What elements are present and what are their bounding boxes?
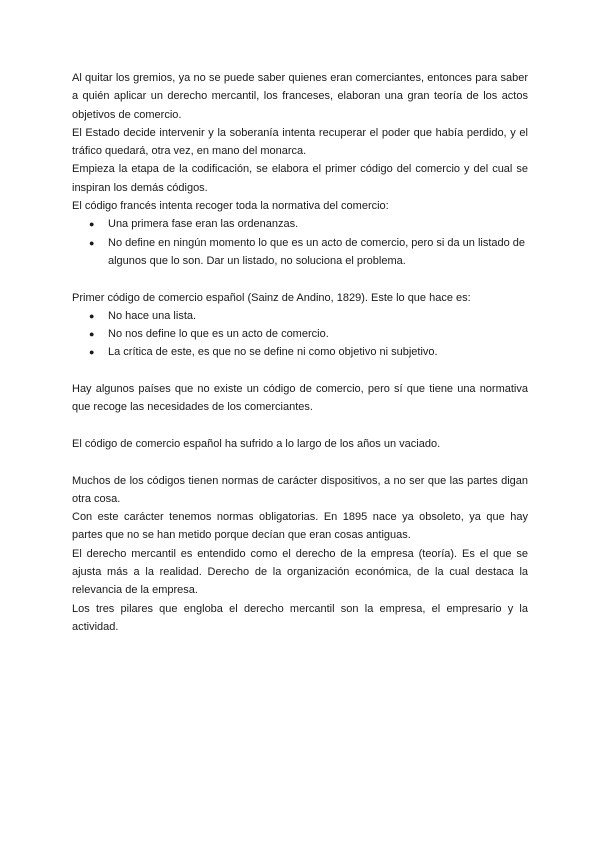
paragraph-normas-obligatorias: Con este carácter tenemos normas obligatorias. En 1895 nace ya obsoleto, ya que hay partes que no se han metido porque decían que eran cosas antiguas. [72,511,528,542]
list-item-text: No define en ningún momento lo que es un acto de comercio, pero si da un listado de algunos que lo son. Dar un listado, no soluciona el problema. [108,236,526,267]
list-item [72,343,528,361]
paragraph-gremios: Al quitar los gremios, ya no se puede saber quienes eran comerciantes, entonces para saber a quién aplicar un derecho mercantil, los franceses, elaboran una gran teoría de los actos objetivos de comercio. [72,72,528,121]
bullet-icon: ● [89,219,95,230]
paragraph-normas-dispositivas: Muchos de los códigos tienen normas de carácter dispositivos, a no ser que las partes digan otra cosa. [72,474,528,505]
list-item [72,234,528,271]
list-codigo-frances [72,215,528,270]
paragraph-derecho-empresa: El derecho mercantil es entendido como el derecho de la empresa (teoría). Es el que se ajusta más a la realidad. Derecho de la organización económica, de la cual destaca la relevancia de la empresa. [72,547,528,597]
paragraph-codificacion: Empieza la etapa de la codificación, se elabora el primer código del comercio y del cual se inspiran los demás códigos. [72,163,528,194]
list-item-text: La crítica de este, es que no se define ni como objetivo ni subjetivo. [108,346,438,359]
paragraph-estado: El Estado decide intervenir y la soberanía intenta recuperar el poder que había perdido, y el tráfico quedará, otra vez, en mano del monarca. [72,126,528,158]
list-item [72,307,528,325]
paragraph-codigo-frances: El código francés intenta recoger toda la normativa del comercio: [72,200,389,213]
list-item [72,215,528,233]
list-item [72,325,528,343]
bullet-icon: ● [89,329,95,340]
bullet-icon: ● [89,310,95,321]
list-primer-codigo [72,307,528,362]
list-item-text: No nos define lo que es un acto de comercio. [108,328,329,341]
paragraph-primer-codigo: Primer código de comercio español (Sainz de Andino, 1829). Este lo que hace es: [72,291,471,304]
paragraph-vaciado: El código de comercio español ha sufrido a lo largo de los años un vaciado. [72,437,441,450]
document-body [72,69,528,636]
paragraph-tres-pilares: Los tres pilares que engloba el derecho mercantil son la empresa, el empresario y la actividad. [72,602,528,633]
paragraph-paises: Hay algunos países que no existe un código de comercio, pero sí que tiene una normativa que recoge las necesidades de los comerciantes. [72,383,528,414]
bullet-icon: ● [89,237,95,248]
bullet-icon: ● [89,347,95,358]
list-item-text: Una primera fase eran las ordenanzas. [108,218,299,231]
list-item-text: No hace una lista. [108,309,197,322]
